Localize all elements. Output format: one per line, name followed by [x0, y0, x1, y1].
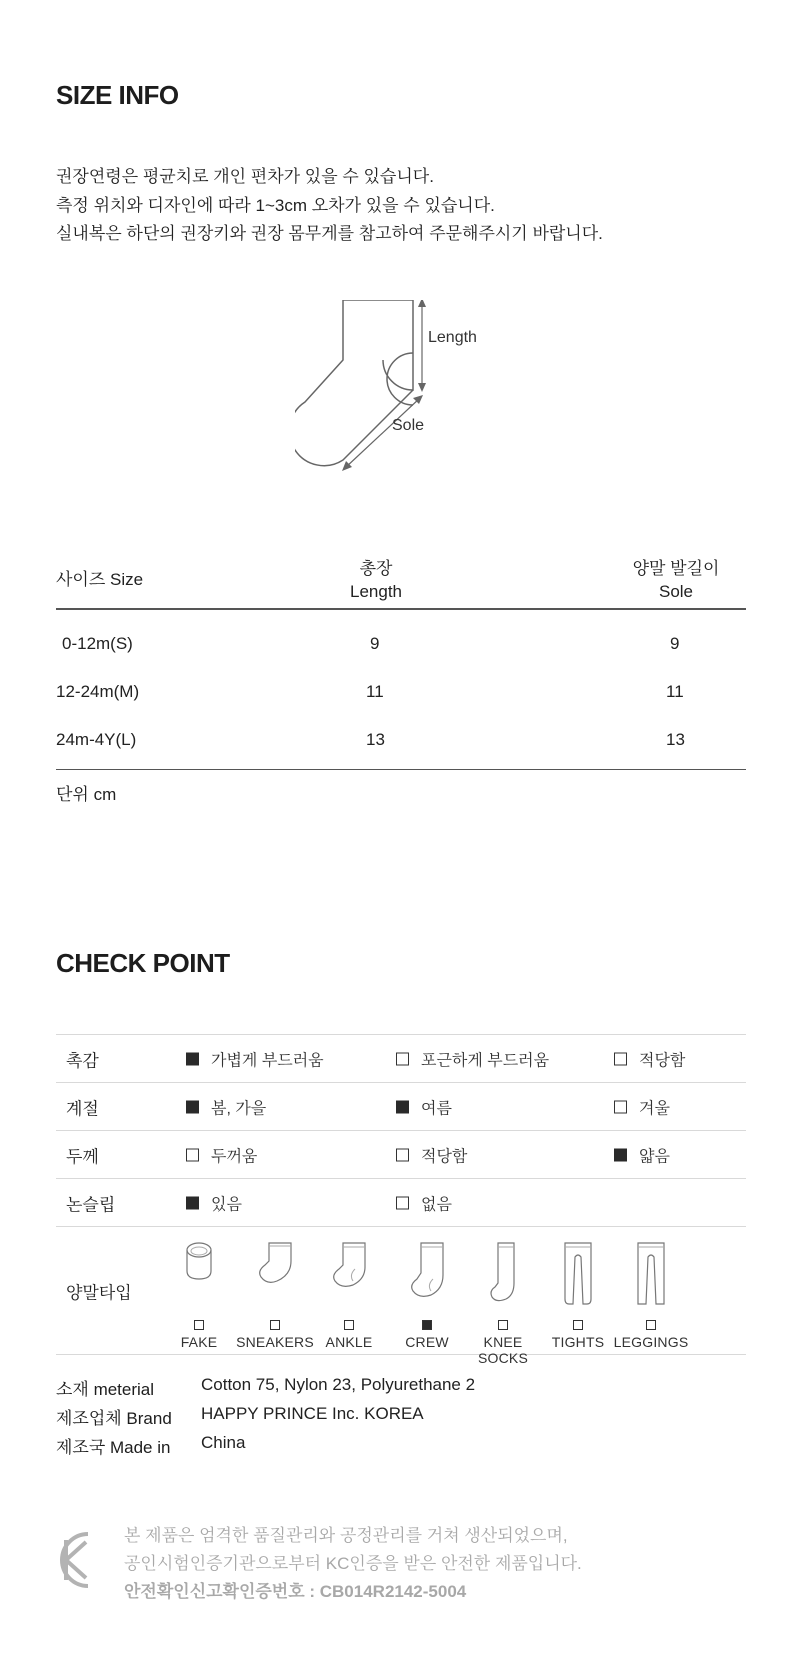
- sneakers-sock-icon: [255, 1241, 295, 1285]
- sole-cell: 11: [666, 682, 684, 701]
- table-row: [56, 620, 746, 668]
- check-row-thickness: [56, 1131, 746, 1179]
- option: 봄, 가을: [186, 1095, 266, 1118]
- row-label: 양말타입: [66, 1283, 132, 1302]
- sock-type-name: KNEE SOCKS: [477, 1334, 528, 1366]
- size-table-body: [56, 610, 746, 770]
- note-line: 측정 위치와 디자인에 따라 1~3cm 오차가 있을 수 있습니다.: [56, 195, 495, 215]
- sole-label: Sole: [392, 417, 425, 434]
- spec-value: Cotton 75, Nylon 23, Polyurethane 2: [201, 1375, 476, 1394]
- note-line: 실내복은 하단의 권장키와 권장 몸무게를 참고하여 주문해주시기 바랍니다.: [56, 224, 603, 243]
- spec-value: HAPPY PRINCE Inc. KOREA: [201, 1404, 424, 1423]
- checkbox-unchecked: [270, 1320, 280, 1330]
- check-row-season: [56, 1083, 746, 1131]
- checkbox-unchecked: [344, 1320, 354, 1330]
- checkbox-unchecked: [498, 1320, 508, 1330]
- length-cell: 11: [366, 682, 384, 701]
- option: 있음: [186, 1191, 242, 1214]
- row-label: 논슬립: [66, 1195, 116, 1214]
- option: 가볍게 부드러움: [186, 1047, 324, 1070]
- ankle-sock-icon: [329, 1241, 369, 1289]
- size-info-title: SIZE INFO: [56, 80, 179, 110]
- row-label: 촉감: [66, 1051, 99, 1070]
- checkbox-checked: [186, 1196, 199, 1209]
- kc-line: 안전확인신고확인증번호 : CB014R2142-5004: [124, 1582, 467, 1601]
- knee-sock-icon: [486, 1241, 520, 1303]
- kc-mark-icon: [58, 1528, 98, 1592]
- sock-type-ankle: [304, 1241, 394, 1350]
- sock-type-name: FAKE: [180, 1334, 218, 1350]
- checkbox-unchecked: [614, 1100, 627, 1113]
- option: 포근하게 부드러움: [396, 1047, 549, 1070]
- checkbox-checked: [186, 1100, 199, 1113]
- kc-line: 공인시험인증기관으로부터 KC인증을 받은 안전한 제품입니다.: [124, 1554, 582, 1573]
- sock-type-name: ANKLE: [325, 1334, 373, 1350]
- table-row: [56, 668, 746, 716]
- checkbox-unchecked: [396, 1148, 409, 1161]
- spec-key: 제조업체 Brand: [56, 1409, 172, 1428]
- checkbox-unchecked: [573, 1320, 583, 1330]
- option: 적당함: [396, 1143, 467, 1166]
- check-point-table: [56, 1034, 746, 1366]
- sole-cell: 9: [670, 634, 680, 653]
- spec-key: 제조국 Made in: [56, 1438, 171, 1457]
- col-size-header: 사이즈 Size: [56, 570, 144, 589]
- note-line: 권장연령은 평균치로 개인 편차가 있을 수 있습니다.: [56, 167, 434, 186]
- sock-type-name: TIGHTS: [551, 1334, 605, 1350]
- sole-cell: 13: [666, 730, 685, 749]
- option: 여름: [396, 1095, 452, 1118]
- checkbox-unchecked: [396, 1196, 409, 1209]
- option: 겨울: [614, 1095, 670, 1118]
- sock-type-leggings: [606, 1241, 696, 1350]
- kc-certification: [56, 1522, 706, 1602]
- size-notes: [56, 163, 603, 249]
- kc-text: [124, 1522, 582, 1606]
- check-row-nonslip: [56, 1179, 746, 1227]
- checkbox-checked: [422, 1320, 432, 1330]
- sock-outline-icon: [295, 300, 525, 500]
- checkbox-unchecked: [194, 1320, 204, 1330]
- checkbox-unchecked: [614, 1052, 627, 1065]
- size-cell: 12-24m(M): [56, 682, 140, 701]
- size-table: [56, 550, 746, 770]
- spec-value: China: [201, 1433, 246, 1452]
- size-cell: 0-12m(S): [62, 634, 133, 653]
- tights-icon: [562, 1241, 594, 1307]
- crew-sock-icon: [407, 1241, 447, 1299]
- row-label: 계절: [66, 1099, 99, 1118]
- sock-type-name: LEGGINGS: [613, 1334, 689, 1350]
- leggings-icon: [635, 1241, 667, 1307]
- checkbox-unchecked: [186, 1148, 199, 1161]
- col-length-header: 총장 Length: [350, 559, 402, 601]
- spec-key: 소재 meterial: [56, 1380, 155, 1399]
- check-row-sock-type: [56, 1227, 746, 1366]
- fake-sock-icon: [184, 1241, 214, 1285]
- sock-type-name: SNEAKERS: [236, 1334, 314, 1350]
- kc-line: 본 제품은 엄격한 품질관리와 공정관리를 거쳐 생산되었으며,: [124, 1526, 568, 1545]
- length-label: Length: [428, 329, 477, 346]
- size-table-header: [56, 550, 746, 610]
- length-cell: 9: [370, 634, 380, 653]
- checkbox-checked: [186, 1052, 199, 1065]
- check-point-title: CHECK POINT: [56, 948, 230, 978]
- table-row: [56, 716, 746, 764]
- checkbox-checked: [614, 1148, 627, 1161]
- sock-measurement-diagram: [295, 300, 525, 500]
- option: 두꺼움: [186, 1143, 257, 1166]
- option: 얇음: [614, 1143, 670, 1166]
- checkbox-unchecked: [646, 1320, 656, 1330]
- sock-type-name: CREW: [405, 1334, 449, 1350]
- length-cell: 13: [366, 730, 385, 749]
- checkbox-unchecked: [396, 1052, 409, 1065]
- checkbox-checked: [396, 1100, 409, 1113]
- size-cell: 24m-4Y(L): [56, 730, 137, 749]
- row-label: 두께: [66, 1147, 99, 1166]
- col-sole-header: 양말 발길이 Sole: [632, 559, 720, 601]
- unit-note: 단위 cm: [56, 785, 117, 804]
- check-row-touch: [56, 1035, 746, 1083]
- option: 없음: [396, 1191, 452, 1214]
- option: 적당함: [614, 1047, 685, 1070]
